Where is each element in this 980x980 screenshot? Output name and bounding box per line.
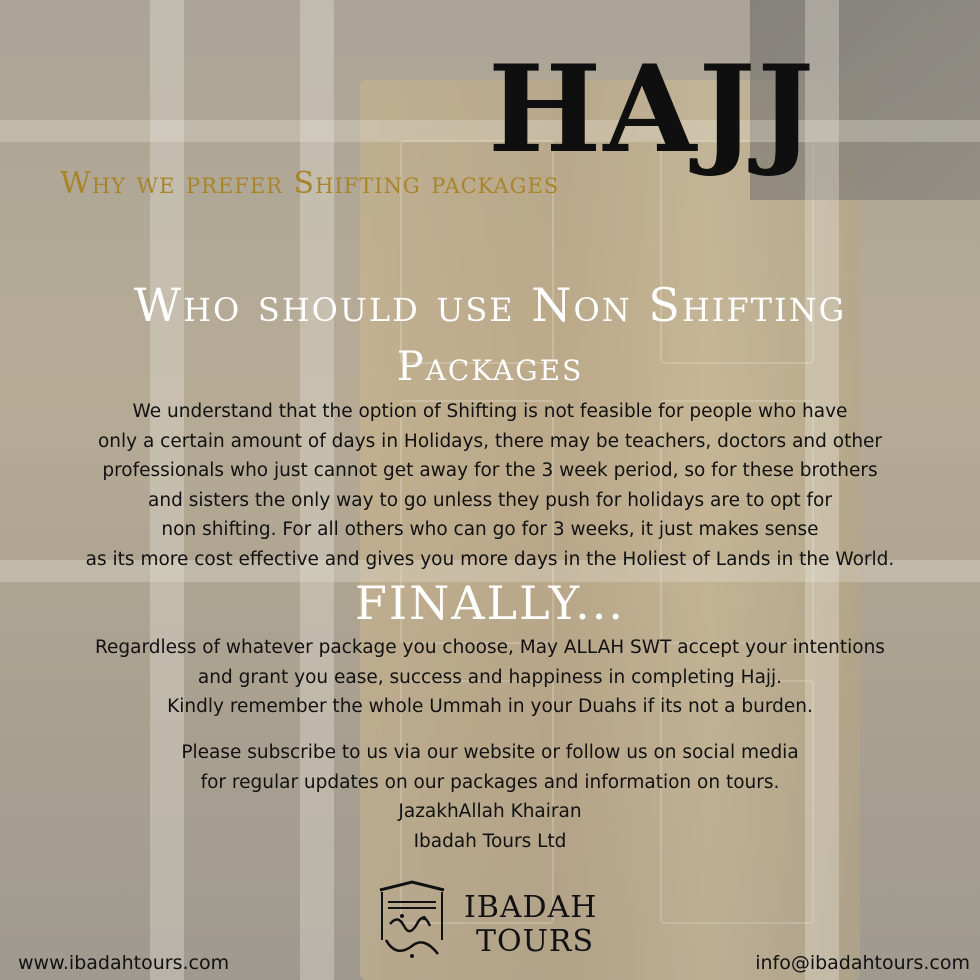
text-line: Regardless of whatever package you choose, May ALLAH SWT accept your intentions (95, 637, 885, 658)
text-line: for regular updates on our packages and information on tours. (200, 771, 780, 793)
company-logo (372, 880, 612, 966)
section-heading-finally: FINALLY... (354, 576, 625, 630)
page-subtitle: Why we prefer Shifting packages (60, 166, 560, 201)
section-heading-who: Who should use Non Shifting (133, 278, 847, 332)
page-title: HAJJ (488, 39, 817, 180)
text-line: and grant you ease, success and happiness in completing Hajj. (197, 666, 783, 688)
kaaba-calligraphy-icon (372, 880, 452, 964)
text-line: We understand that the option of Shifting is not feasible for people who have (132, 401, 848, 422)
footer-website-link[interactable]: www.ibadahtours.com (18, 952, 230, 974)
text-line: non shifting. For all others who can go for 3 weeks, it just makes sense (161, 519, 819, 540)
text-line: and sisters the only way to go unless they push for holidays are to opt for (148, 489, 832, 511)
text-line: professionals who just cannot get away for the 3 week period, so for these brothers (102, 460, 878, 481)
who-paragraph (20, 397, 960, 574)
text-line: Please subscribe to us via our website or follow us on social media (181, 742, 799, 763)
section-heading-packages: Packages (396, 344, 584, 390)
footer-email-link[interactable]: info@ibadahtours.com (755, 952, 970, 974)
logo-text-tours: TOURS (476, 924, 595, 959)
text-line: Ibadah Tours Ltd (413, 830, 567, 852)
text-line: Kindly remember the whole Ummah in your Duahs if its not a burden. (167, 696, 813, 717)
logo-text-ibadah: IBADAH (464, 890, 598, 925)
text-line: only a certain amount of days in Holidays, there may be teachers, doctors and other (97, 430, 883, 452)
text-line: as its more cost effective and gives you more days in the Holiest of Lands in the World. (85, 548, 895, 570)
finally-paragraph (20, 633, 960, 722)
text-line: JazakhAllah Khairan (398, 801, 582, 822)
closing-paragraph (20, 738, 960, 856)
